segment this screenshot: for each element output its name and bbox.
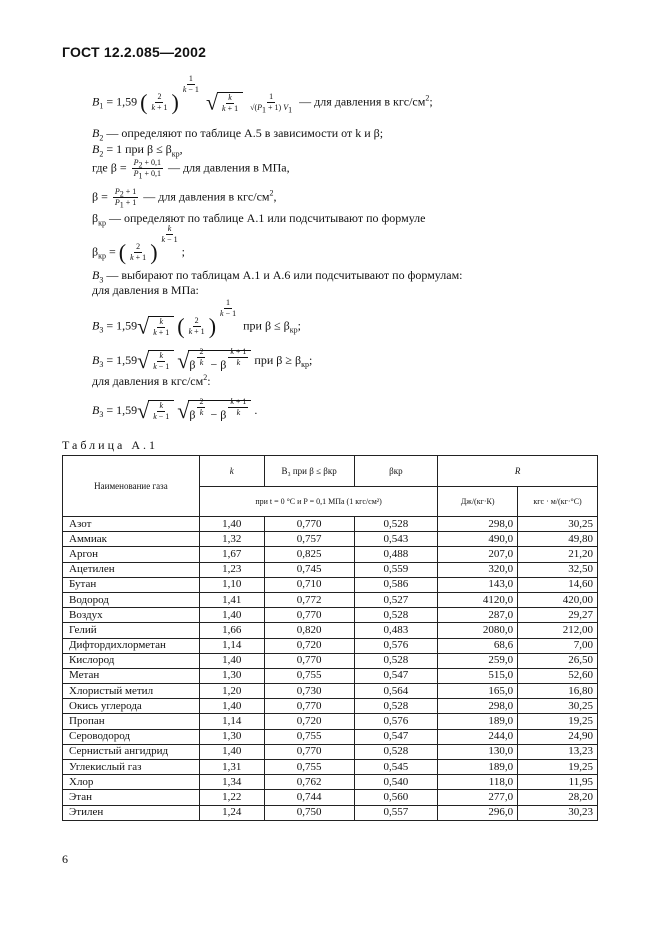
r-kgs-cell: 24,90: [518, 729, 598, 744]
bkr-cell: 0,560: [354, 790, 438, 805]
r-kgs-cell: 14,60: [518, 577, 598, 592]
text-for-mpa: для давления в МПа:: [92, 283, 199, 297]
k-cell: 1,40: [199, 744, 264, 759]
k-cell: 1,40: [199, 699, 264, 714]
r-si-cell: 320,0: [438, 562, 518, 577]
r-si-cell: 130,0: [438, 744, 518, 759]
table-row: [63, 547, 598, 562]
bkr-cell: 0,528: [354, 608, 438, 623]
header-b3: B₃ при β ≤ βкр: [264, 456, 354, 487]
gas-name-cell: Гелий: [63, 623, 200, 638]
r-si-cell: 165,0: [438, 684, 518, 699]
table-row: [63, 562, 598, 577]
bkr-cell: 0,547: [354, 729, 438, 744]
k-cell: 1,22: [199, 790, 264, 805]
header-r-unit-si: Дж/(кг·К): [438, 487, 518, 517]
r-kgs-cell: 420,00: [518, 592, 598, 607]
document-header: ГОСТ 12.2.085—2002: [62, 44, 207, 60]
table-row: [63, 775, 598, 790]
bkr-cell: 0,557: [354, 805, 438, 820]
table-row: [63, 744, 598, 759]
b3-cell: 0,770: [264, 653, 354, 668]
r-si-cell: 68,6: [438, 638, 518, 653]
r-si-cell: 515,0: [438, 668, 518, 683]
r-si-cell: 207,0: [438, 547, 518, 562]
header-k: k: [199, 456, 264, 487]
bkr-cell: 0,564: [354, 684, 438, 699]
gas-name-cell: Ацетилен: [63, 562, 200, 577]
gas-name-cell: Водород: [63, 592, 200, 607]
b3-cell: 0,750: [264, 805, 354, 820]
k-cell: 1,40: [199, 517, 264, 532]
table-row: [63, 608, 598, 623]
r-si-cell: 298,0: [438, 699, 518, 714]
bkr-cell: 0,528: [354, 744, 438, 759]
r-si-cell: 277,0: [438, 790, 518, 805]
r-si-cell: 287,0: [438, 608, 518, 623]
b3-cell: 0,755: [264, 760, 354, 775]
gas-name-cell: Пропан: [63, 714, 200, 729]
r-kgs-cell: 16,80: [518, 684, 598, 699]
table-row: [63, 517, 598, 532]
r-kgs-cell: 30,25: [518, 699, 598, 714]
gas-name-cell: Бутан: [63, 577, 200, 592]
table-row: [63, 714, 598, 729]
header-bkr: βкр: [354, 456, 438, 487]
r-kgs-cell: 13,23: [518, 744, 598, 759]
r-kgs-cell: 26,50: [518, 653, 598, 668]
text-b3: $B_3$ — выбирают по таблицам А.1 и А.6 или подсчитывают по формулам:: [92, 268, 463, 285]
bkr-cell: 0,545: [354, 760, 438, 775]
gas-name-cell: Метан: [63, 668, 200, 683]
gas-name-cell: Хлор: [63, 775, 200, 790]
r-si-cell: 4120,0: [438, 592, 518, 607]
header-conditions: при t = 0 °C и P = 0,1 МПа (1 кгс/см²): [199, 487, 437, 517]
bkr-cell: 0,547: [354, 668, 438, 683]
k-cell: 1,14: [199, 714, 264, 729]
page-number: 6: [62, 852, 68, 866]
bkr-cell: 0,528: [354, 699, 438, 714]
table-row: [63, 623, 598, 638]
k-cell: 1,24: [199, 805, 264, 820]
text-bkr: $\beta_{кр}$ — определяют по таблице А.1 или подсчитывают по формуле: [92, 211, 426, 228]
r-si-cell: 298,0: [438, 517, 518, 532]
bkr-cell: 0,586: [354, 577, 438, 592]
r-kgs-cell: 49,80: [518, 532, 598, 547]
b3-cell: 0,770: [264, 699, 354, 714]
formula-b3-le: $B_3 = 1,59√$ $\frac{k}{k + 1}$ ( $\frac{2}{k + 1}$ ) $^{\frac{1}{k - 1}}$ при $\beta \le \beta_{кр}$;: [92, 298, 301, 339]
r-si-cell: 189,0: [438, 714, 518, 729]
k-cell: 1,10: [199, 577, 264, 592]
k-cell: 1,23: [199, 562, 264, 577]
r-kgs-cell: 11,95: [518, 775, 598, 790]
bkr-cell: 0,576: [354, 638, 438, 653]
gas-name-cell: Углекислый газ: [63, 760, 200, 775]
table-row: [63, 729, 598, 744]
gas-name-cell: Этан: [63, 790, 200, 805]
r-si-cell: 189,0: [438, 760, 518, 775]
gas-name-cell: Аммиак: [63, 532, 200, 547]
gas-properties-table: [62, 455, 598, 821]
r-si-cell: 2080,0: [438, 623, 518, 638]
b3-cell: 0,770: [264, 744, 354, 759]
k-cell: 1,30: [199, 668, 264, 683]
r-kgs-cell: 30,25: [518, 517, 598, 532]
k-cell: 1,40: [199, 653, 264, 668]
table-row: [63, 638, 598, 653]
gas-name-cell: Этилен: [63, 805, 200, 820]
b3-cell: 0,772: [264, 592, 354, 607]
b3-cell: 0,745: [264, 562, 354, 577]
b3-cell: 0,720: [264, 638, 354, 653]
r-kgs-cell: 52,60: [518, 668, 598, 683]
r-kgs-cell: 19,25: [518, 760, 598, 775]
r-si-cell: 490,0: [438, 532, 518, 547]
k-cell: 1,66: [199, 623, 264, 638]
b3-cell: 0,820: [264, 623, 354, 638]
table-row: [63, 592, 598, 607]
header-r-unit-kgs: кгс · м/(кг·°С): [518, 487, 598, 517]
r-kgs-cell: 28,20: [518, 790, 598, 805]
bkr-cell: 0,528: [354, 653, 438, 668]
k-cell: 1,20: [199, 684, 264, 699]
table-row: [63, 577, 598, 592]
gas-name-cell: Сероводород: [63, 729, 200, 744]
formula-b3-kgs: $B_3 = 1,59√$ $\frac{k}{k - 1}$ √β $^{\frac{2}{k}}$ − β $^{\frac{k + 1}{k}}$ .: [92, 397, 258, 423]
bkr-cell: 0,559: [354, 562, 438, 577]
formula-beta-kgs: β = $\frac{P_2 + 1}{P_1 + 1}$ — для давления в кгс/$см^2$,: [92, 187, 277, 210]
r-si-cell: 296,0: [438, 805, 518, 820]
header-gas-name: Наименование газа: [63, 456, 200, 517]
formula-bkr: $\beta_{кр}$ = ( $\frac{2}{k + 1}$ ) $^{\frac{k}{k - 1}}$ ;: [92, 224, 185, 265]
table-row: [63, 653, 598, 668]
b3-cell: 0,762: [264, 775, 354, 790]
formula-b3-ge: $B_3 = 1,59√$ $\frac{k}{k - 1}$ √β $^{\frac{2}{k}}$ − β $^{\frac{k + 1}{k}}$ при $\beta \ge \beta_{кр}$;: [92, 347, 313, 373]
r-si-cell: 143,0: [438, 577, 518, 592]
k-cell: 1,67: [199, 547, 264, 562]
b3-cell: 0,770: [264, 517, 354, 532]
b3-cell: 0,720: [264, 714, 354, 729]
formula-beta-mpa: где β = $\frac{P_2 + 0,1}{P_1 + 0,1}$ — для давления в МПа,: [92, 158, 290, 181]
bkr-cell: 0,540: [354, 775, 438, 790]
b3-cell: 0,744: [264, 790, 354, 805]
k-cell: 1,31: [199, 760, 264, 775]
gas-name-cell: Окись углерода: [63, 699, 200, 714]
table-row: [63, 805, 598, 820]
table-caption: Таблица А.1: [62, 438, 158, 452]
r-kgs-cell: 29,27: [518, 608, 598, 623]
r-kgs-cell: 32,50: [518, 562, 598, 577]
gas-name-cell: Воздух: [63, 608, 200, 623]
bkr-cell: 0,528: [354, 517, 438, 532]
k-cell: 1,34: [199, 775, 264, 790]
r-kgs-cell: 30,23: [518, 805, 598, 820]
b3-cell: 0,730: [264, 684, 354, 699]
gas-name-cell: Дифтордихлорметан: [63, 638, 200, 653]
table-row: [63, 668, 598, 683]
bkr-cell: 0,576: [354, 714, 438, 729]
k-cell: 1,40: [199, 608, 264, 623]
text-for-kgs: для давления в кгс/$см^2$:: [92, 373, 211, 388]
r-kgs-cell: 212,00: [518, 623, 598, 638]
gas-name-cell: Кислород: [63, 653, 200, 668]
gas-name-cell: Азот: [63, 517, 200, 532]
bkr-cell: 0,488: [354, 547, 438, 562]
k-cell: 1,14: [199, 638, 264, 653]
r-si-cell: 118,0: [438, 775, 518, 790]
k-cell: 1,41: [199, 592, 264, 607]
b3-cell: 0,770: [264, 608, 354, 623]
formula-b1: $B_1 = 1,59$ ( $\frac{2}{k + 1}$ ) $^{\frac{1}{k - 1}}$ √ $\frac{k}{k + 1}$ $\frac{1}{√(P_1 + 1) V_1}$ — для давления в кгс/$см^2$;: [92, 74, 433, 115]
b3-cell: 0,755: [264, 729, 354, 744]
k-cell: 1,32: [199, 532, 264, 547]
k-cell: 1,30: [199, 729, 264, 744]
gas-name-cell: Хлористый метил: [63, 684, 200, 699]
b3-cell: 0,755: [264, 668, 354, 683]
table-row: [63, 790, 598, 805]
r-kgs-cell: 19,25: [518, 714, 598, 729]
r-kgs-cell: 7,00: [518, 638, 598, 653]
gas-name-cell: Аргон: [63, 547, 200, 562]
b3-cell: 0,710: [264, 577, 354, 592]
bkr-cell: 0,483: [354, 623, 438, 638]
text-b2: $B_2$ — определяют по таблице А.5 в зависимости от k и β;: [92, 126, 384, 143]
b3-cell: 0,825: [264, 547, 354, 562]
r-kgs-cell: 21,20: [518, 547, 598, 562]
gas-name-cell: Сернистый ангидрид: [63, 744, 200, 759]
text-b2-eq: $B_2 = 1$ при $\beta \le \beta_{кр}$,: [92, 142, 183, 159]
bkr-cell: 0,543: [354, 532, 438, 547]
r-si-cell: 244,0: [438, 729, 518, 744]
table-row: [63, 760, 598, 775]
table-row: [63, 532, 598, 547]
table-row: [63, 684, 598, 699]
table-row: [63, 699, 598, 714]
bkr-cell: 0,527: [354, 592, 438, 607]
r-si-cell: 259,0: [438, 653, 518, 668]
header-r: R: [438, 456, 598, 487]
b3-cell: 0,757: [264, 532, 354, 547]
